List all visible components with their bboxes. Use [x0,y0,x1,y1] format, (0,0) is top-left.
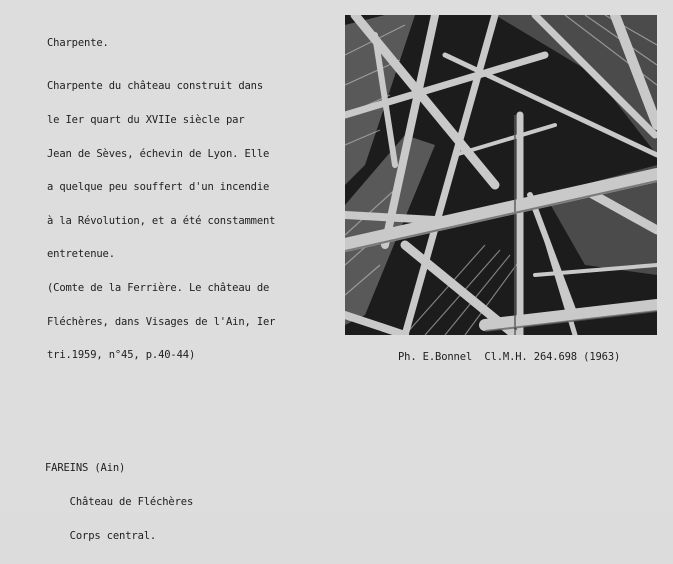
description-line: (Comte de la Ferrière. Le château de [47,282,270,295]
description-line: a quelque peu souffert d'un incendie [47,181,270,194]
description-line: tri.1959, n°45, p.40-44) [47,349,196,362]
description-line: entretenue. [47,248,115,261]
photo-credit: Ph. E.Bonnel Cl.M.H. 264.698 (1963) [398,351,621,363]
description [47,59,275,384]
location-line: Château de Fléchères [45,496,194,509]
location-line: Corps central. [45,529,157,542]
roof-framework-illustration [345,15,657,335]
description-line: Charpente du château construit dans [47,80,264,93]
description-line: le Ier quart du XVIIe siècle par [47,114,245,127]
card-title: Charpente. [47,37,109,49]
description-line: Jean de Sèves, échevin de Lyon. Elle [47,147,270,160]
description-line: Fléchères, dans Visages de l'Ain, Ier [47,315,276,328]
description-line: à la Révolution, et a été constamment [47,214,276,227]
location [45,441,193,564]
location-line: FAREINS (Ain) [45,462,126,475]
timber-roof-photo [345,15,657,335]
